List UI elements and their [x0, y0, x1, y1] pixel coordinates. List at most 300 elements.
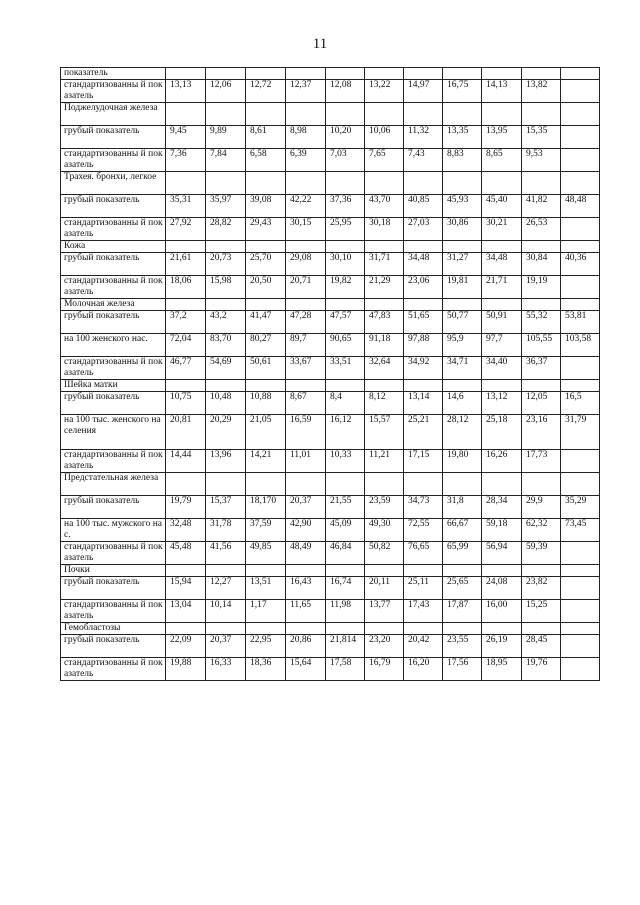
- empty-cell: [522, 380, 561, 392]
- empty-cell: [522, 299, 561, 311]
- value-cell: 32,64: [365, 357, 404, 380]
- value-cell: 18,06: [166, 276, 206, 299]
- value-cell: 29,9: [522, 496, 561, 519]
- empty-cell: [206, 380, 246, 392]
- table-row: [61, 195, 600, 218]
- value-cell: 13,35: [443, 126, 482, 149]
- value-cell: 18,170: [246, 496, 286, 519]
- table-row: [61, 635, 600, 658]
- value-cell: 17,73: [522, 450, 561, 473]
- empty-cell: [404, 241, 443, 253]
- empty-cell: [443, 103, 482, 126]
- value-cell: [522, 68, 561, 80]
- value-cell: 21,71: [482, 276, 522, 299]
- value-cell: 11,32: [404, 126, 443, 149]
- value-cell: 41,47: [246, 311, 286, 334]
- value-cell: 10,20: [326, 126, 365, 149]
- empty-cell: [166, 623, 206, 635]
- empty-cell: [482, 623, 522, 635]
- value-cell: 21,05: [246, 415, 286, 450]
- table-row: [61, 519, 600, 542]
- value-cell: 12,05: [522, 392, 561, 415]
- value-cell: 46,84: [326, 542, 365, 565]
- value-cell: 16,00: [482, 600, 522, 623]
- value-cell: 6,39: [286, 149, 326, 172]
- empty-cell: [166, 565, 206, 577]
- value-cell: 37,36: [326, 195, 365, 218]
- value-cell: 35,97: [206, 195, 246, 218]
- value-cell: 72,55: [404, 519, 443, 542]
- value-cell: 37,2: [166, 311, 206, 334]
- empty-cell: [482, 172, 522, 195]
- page-number: 11: [312, 36, 328, 52]
- section-row: [61, 299, 600, 311]
- empty-cell: [561, 241, 600, 253]
- value-cell: 17,56: [443, 658, 482, 681]
- empty-cell: [365, 103, 404, 126]
- value-cell: 20,71: [286, 276, 326, 299]
- value-cell: [206, 68, 246, 80]
- value-cell: 13,12: [482, 392, 522, 415]
- table-row: [61, 276, 600, 299]
- section-label: Молочная железа: [61, 299, 166, 311]
- value-cell: 25,21: [404, 415, 443, 450]
- value-cell: 12,08: [326, 80, 365, 103]
- empty-cell: [166, 380, 206, 392]
- value-cell: [561, 218, 600, 241]
- value-cell: 25,95: [326, 218, 365, 241]
- table-row: [61, 68, 600, 80]
- statistics-table: [60, 67, 600, 681]
- value-cell: 105,55: [522, 334, 561, 357]
- value-cell: [561, 149, 600, 172]
- value-cell: 8,83: [443, 149, 482, 172]
- value-cell: 40,36: [561, 253, 600, 276]
- value-cell: 11,01: [286, 450, 326, 473]
- section-row: [61, 172, 600, 195]
- value-cell: 12,06: [206, 80, 246, 103]
- value-cell: 21,55: [326, 496, 365, 519]
- value-cell: 12,72: [246, 80, 286, 103]
- value-cell: 35,29: [561, 496, 600, 519]
- section-label: Почки: [61, 565, 166, 577]
- value-cell: 13,51: [246, 577, 286, 600]
- table-row: [61, 126, 600, 149]
- value-cell: 42,22: [286, 195, 326, 218]
- value-cell: 47,57: [326, 311, 365, 334]
- table-row: [61, 392, 600, 415]
- value-cell: 34,48: [482, 253, 522, 276]
- empty-cell: [365, 172, 404, 195]
- value-cell: 20,11: [365, 577, 404, 600]
- table-row: [61, 450, 600, 473]
- value-cell: 16,43: [286, 577, 326, 600]
- value-cell: 91,18: [365, 334, 404, 357]
- value-cell: 10,06: [365, 126, 404, 149]
- value-cell: [561, 577, 600, 600]
- empty-cell: [561, 299, 600, 311]
- empty-cell: [404, 103, 443, 126]
- value-cell: 32,48: [166, 519, 206, 542]
- value-cell: 29,43: [246, 218, 286, 241]
- empty-cell: [206, 623, 246, 635]
- empty-cell: [286, 565, 326, 577]
- value-cell: 53,81: [561, 311, 600, 334]
- value-cell: 10,75: [166, 392, 206, 415]
- empty-cell: [443, 241, 482, 253]
- value-cell: 22,95: [246, 635, 286, 658]
- empty-cell: [206, 103, 246, 126]
- value-cell: 10,33: [326, 450, 365, 473]
- section-row: [61, 623, 600, 635]
- value-cell: 103,58: [561, 334, 600, 357]
- value-cell: 35,31: [166, 195, 206, 218]
- empty-cell: [286, 299, 326, 311]
- value-cell: 23,16: [522, 415, 561, 450]
- value-cell: 23,20: [365, 635, 404, 658]
- value-cell: 15,37: [206, 496, 246, 519]
- row-label: стандартизованны й показатель: [61, 600, 166, 623]
- value-cell: [561, 600, 600, 623]
- value-cell: 11,21: [365, 450, 404, 473]
- value-cell: 33,51: [326, 357, 365, 380]
- value-cell: 34,40: [482, 357, 522, 380]
- value-cell: 9,45: [166, 126, 206, 149]
- empty-cell: [206, 241, 246, 253]
- value-cell: 15,98: [206, 276, 246, 299]
- value-cell: 17,58: [326, 658, 365, 681]
- value-cell: 16,5: [561, 392, 600, 415]
- value-cell: 10,14: [206, 600, 246, 623]
- value-cell: 46,77: [166, 357, 206, 380]
- empty-cell: [561, 172, 600, 195]
- table-row: [61, 496, 600, 519]
- value-cell: 18,95: [482, 658, 522, 681]
- empty-cell: [326, 473, 365, 496]
- value-cell: 15,25: [522, 600, 561, 623]
- value-cell: 45,93: [443, 195, 482, 218]
- value-cell: 40,85: [404, 195, 443, 218]
- value-cell: 56,94: [482, 542, 522, 565]
- value-cell: 20,81: [166, 415, 206, 450]
- value-cell: 90,65: [326, 334, 365, 357]
- value-cell: 8,61: [246, 126, 286, 149]
- value-cell: 34,48: [404, 253, 443, 276]
- empty-cell: [443, 299, 482, 311]
- value-cell: 16,79: [365, 658, 404, 681]
- empty-cell: [166, 473, 206, 496]
- value-cell: 30,86: [443, 218, 482, 241]
- value-cell: 73,45: [561, 519, 600, 542]
- section-row: [61, 380, 600, 392]
- value-cell: 47,28: [286, 311, 326, 334]
- value-cell: 30,84: [522, 253, 561, 276]
- value-cell: [561, 450, 600, 473]
- empty-cell: [404, 623, 443, 635]
- row-label: на 100 женского нас.: [61, 334, 166, 357]
- value-cell: [286, 68, 326, 80]
- value-cell: 13,14: [404, 392, 443, 415]
- empty-cell: [365, 623, 404, 635]
- value-cell: 31,8: [443, 496, 482, 519]
- value-cell: 16,74: [326, 577, 365, 600]
- empty-cell: [166, 241, 206, 253]
- value-cell: 66,67: [443, 519, 482, 542]
- value-cell: [246, 68, 286, 80]
- value-cell: 16,59: [286, 415, 326, 450]
- empty-cell: [246, 623, 286, 635]
- empty-cell: [404, 299, 443, 311]
- value-cell: 80,27: [246, 334, 286, 357]
- row-label: стандартизованны й показатель: [61, 357, 166, 380]
- value-cell: 20,50: [246, 276, 286, 299]
- value-cell: [166, 68, 206, 80]
- value-cell: 65,99: [443, 542, 482, 565]
- value-cell: 15,57: [365, 415, 404, 450]
- empty-cell: [326, 103, 365, 126]
- value-cell: 14,44: [166, 450, 206, 473]
- value-cell: 25,11: [404, 577, 443, 600]
- value-cell: 55,32: [522, 311, 561, 334]
- value-cell: 76,65: [404, 542, 443, 565]
- value-cell: 13,04: [166, 600, 206, 623]
- value-cell: 50,61: [246, 357, 286, 380]
- value-cell: [365, 68, 404, 80]
- empty-cell: [522, 623, 561, 635]
- value-cell: 59,18: [482, 519, 522, 542]
- row-label: стандартизованны й показатель: [61, 80, 166, 103]
- empty-cell: [246, 241, 286, 253]
- empty-cell: [561, 103, 600, 126]
- row-label: грубый показатель: [61, 392, 166, 415]
- section-label: Предстательная железа: [61, 473, 166, 496]
- table-row: [61, 415, 600, 450]
- empty-cell: [443, 565, 482, 577]
- value-cell: 15,94: [166, 577, 206, 600]
- row-label: стандартизованны й показатель: [61, 276, 166, 299]
- empty-cell: [326, 565, 365, 577]
- value-cell: 22,09: [166, 635, 206, 658]
- value-cell: 31,71: [365, 253, 404, 276]
- empty-cell: [286, 172, 326, 195]
- empty-cell: [286, 241, 326, 253]
- value-cell: 1,17: [246, 600, 286, 623]
- empty-cell: [443, 380, 482, 392]
- value-cell: 12,37: [286, 80, 326, 103]
- value-cell: 21,814: [326, 635, 365, 658]
- row-label: на 100 тыс. женского населения: [61, 415, 166, 450]
- value-cell: [561, 542, 600, 565]
- value-cell: 28,12: [443, 415, 482, 450]
- row-label: грубый показатель: [61, 126, 166, 149]
- value-cell: 50,77: [443, 311, 482, 334]
- empty-cell: [206, 299, 246, 311]
- row-label: грубый показатель: [61, 496, 166, 519]
- empty-cell: [166, 103, 206, 126]
- value-cell: 30,18: [365, 218, 404, 241]
- value-cell: 30,10: [326, 253, 365, 276]
- value-cell: 19,88: [166, 658, 206, 681]
- empty-cell: [443, 623, 482, 635]
- value-cell: 19,79: [166, 496, 206, 519]
- value-cell: 28,82: [206, 218, 246, 241]
- row-label: стандартизованны й показатель: [61, 149, 166, 172]
- value-cell: 6,58: [246, 149, 286, 172]
- value-cell: 10,48: [206, 392, 246, 415]
- value-cell: 23,06: [404, 276, 443, 299]
- empty-cell: [246, 380, 286, 392]
- row-label: на 100 тыс. мужского нас.: [61, 519, 166, 542]
- value-cell: 34,71: [443, 357, 482, 380]
- table-row: [61, 577, 600, 600]
- value-cell: 16,26: [482, 450, 522, 473]
- value-cell: 39,08: [246, 195, 286, 218]
- empty-cell: [166, 172, 206, 195]
- empty-cell: [561, 565, 600, 577]
- value-cell: 19,81: [443, 276, 482, 299]
- value-cell: 8,12: [365, 392, 404, 415]
- value-cell: 14,97: [404, 80, 443, 103]
- value-cell: 9,89: [206, 126, 246, 149]
- value-cell: 33,67: [286, 357, 326, 380]
- table-row: [61, 253, 600, 276]
- value-cell: 19,82: [326, 276, 365, 299]
- value-cell: 20,73: [206, 253, 246, 276]
- empty-cell: [365, 565, 404, 577]
- value-cell: 7,03: [326, 149, 365, 172]
- empty-cell: [522, 241, 561, 253]
- value-cell: 43,70: [365, 195, 404, 218]
- value-cell: 12,27: [206, 577, 246, 600]
- value-cell: 89,7: [286, 334, 326, 357]
- value-cell: 20,42: [404, 635, 443, 658]
- empty-cell: [365, 241, 404, 253]
- value-cell: [404, 68, 443, 80]
- row-label: грубый показатель: [61, 253, 166, 276]
- value-cell: [326, 68, 365, 80]
- empty-cell: [482, 380, 522, 392]
- section-row: [61, 565, 600, 577]
- value-cell: 30,15: [286, 218, 326, 241]
- value-cell: 17,43: [404, 600, 443, 623]
- empty-cell: [482, 565, 522, 577]
- value-cell: 13,22: [365, 80, 404, 103]
- value-cell: 17,15: [404, 450, 443, 473]
- value-cell: 25,65: [443, 577, 482, 600]
- value-cell: 41,56: [206, 542, 246, 565]
- value-cell: 36,37: [522, 357, 561, 380]
- row-label: стандартизованны й показатель: [61, 450, 166, 473]
- value-cell: 21,61: [166, 253, 206, 276]
- value-cell: 34,73: [404, 496, 443, 519]
- section-label: Кожа: [61, 241, 166, 253]
- table-row: [61, 658, 600, 681]
- value-cell: 45,40: [482, 195, 522, 218]
- value-cell: 8,4: [326, 392, 365, 415]
- empty-cell: [522, 172, 561, 195]
- table-row: [61, 542, 600, 565]
- value-cell: 7,84: [206, 149, 246, 172]
- empty-cell: [326, 299, 365, 311]
- empty-cell: [404, 565, 443, 577]
- table-row: [61, 334, 600, 357]
- empty-cell: [482, 299, 522, 311]
- empty-cell: [404, 172, 443, 195]
- value-cell: 41,82: [522, 195, 561, 218]
- empty-cell: [326, 623, 365, 635]
- value-cell: 31,27: [443, 253, 482, 276]
- row-label: грубый показатель: [61, 577, 166, 600]
- row-label: стандартизованны й показатель: [61, 542, 166, 565]
- table-row: [61, 311, 600, 334]
- value-cell: 9,53: [522, 149, 561, 172]
- row-label: грубый показатель: [61, 195, 166, 218]
- value-cell: 49,85: [246, 542, 286, 565]
- value-cell: 31,79: [561, 415, 600, 450]
- value-cell: 20,29: [206, 415, 246, 450]
- value-cell: 23,55: [443, 635, 482, 658]
- value-cell: 62,32: [522, 519, 561, 542]
- value-cell: 15,64: [286, 658, 326, 681]
- section-row: [61, 241, 600, 253]
- value-cell: 24,08: [482, 577, 522, 600]
- empty-cell: [326, 241, 365, 253]
- value-cell: 95,9: [443, 334, 482, 357]
- value-cell: [561, 276, 600, 299]
- table-row: [61, 149, 600, 172]
- value-cell: 16,33: [206, 658, 246, 681]
- value-cell: 10,88: [246, 392, 286, 415]
- value-cell: [482, 68, 522, 80]
- value-cell: [561, 80, 600, 103]
- empty-cell: [482, 241, 522, 253]
- value-cell: 47,83: [365, 311, 404, 334]
- value-cell: 59,39: [522, 542, 561, 565]
- value-cell: 23,82: [522, 577, 561, 600]
- value-cell: 34,92: [404, 357, 443, 380]
- value-cell: 45,48: [166, 542, 206, 565]
- value-cell: [561, 635, 600, 658]
- value-cell: 48,49: [286, 542, 326, 565]
- value-cell: 42,90: [286, 519, 326, 542]
- table-row: [61, 218, 600, 241]
- value-cell: 16,75: [443, 80, 482, 103]
- table-row: [61, 80, 600, 103]
- table-row: [61, 357, 600, 380]
- row-label: грубый показатель: [61, 635, 166, 658]
- value-cell: 13,77: [365, 600, 404, 623]
- value-cell: 25,18: [482, 415, 522, 450]
- empty-cell: [443, 473, 482, 496]
- value-cell: 14,21: [246, 450, 286, 473]
- value-cell: 20,86: [286, 635, 326, 658]
- empty-cell: [326, 380, 365, 392]
- value-cell: 8,98: [286, 126, 326, 149]
- value-cell: 49,30: [365, 519, 404, 542]
- row-label: стандартизованны й показатель: [61, 658, 166, 681]
- empty-cell: [246, 299, 286, 311]
- value-cell: 31,78: [206, 519, 246, 542]
- row-label: стандартизованны й показатель: [61, 218, 166, 241]
- value-cell: 7,36: [166, 149, 206, 172]
- value-cell: [561, 126, 600, 149]
- value-cell: [561, 357, 600, 380]
- empty-cell: [286, 473, 326, 496]
- value-cell: 27,92: [166, 218, 206, 241]
- value-cell: 97,88: [404, 334, 443, 357]
- value-cell: 20,37: [206, 635, 246, 658]
- empty-cell: [443, 172, 482, 195]
